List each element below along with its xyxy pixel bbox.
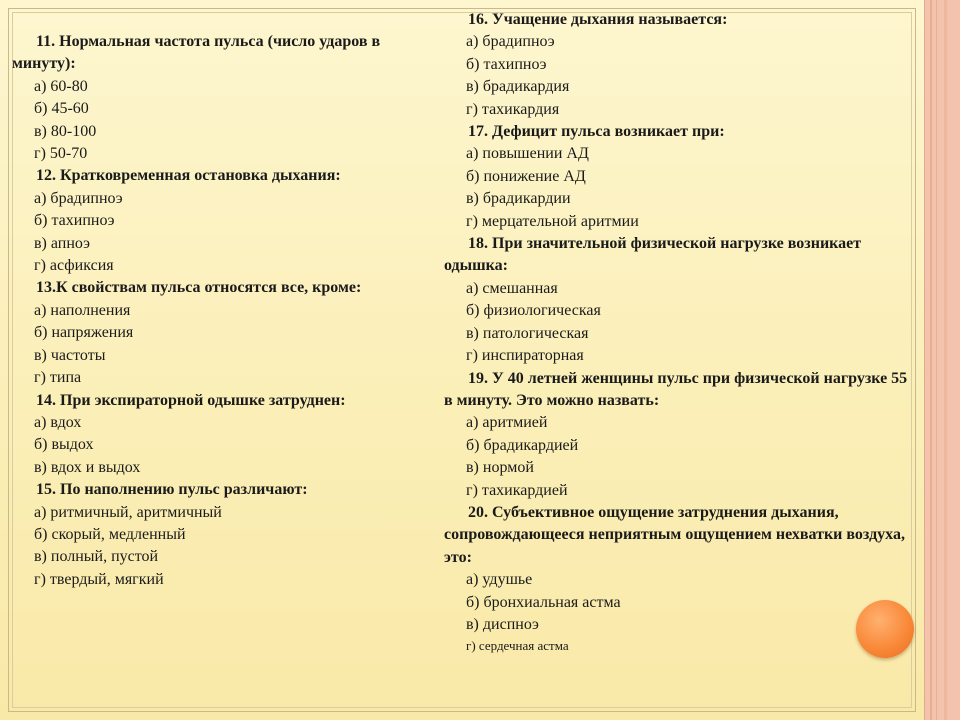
- question-15: 15. По наполнению пульс различают:: [36, 481, 308, 499]
- answer-18a: а) смешанная: [466, 279, 558, 297]
- right-question-column: [444, 9, 914, 656]
- answer-18b: б) физиологическая: [466, 302, 601, 320]
- answer-16c: в) брадикардия: [466, 78, 570, 96]
- answer-13c: в) частоты: [34, 346, 106, 364]
- question-13: 13.К свойствам пульса относятся все, кроме:: [36, 279, 362, 297]
- answer-11b: б) 45-60: [34, 100, 89, 118]
- answer-20d: г) сердечная астма: [466, 638, 569, 654]
- question-12: 12. Кратковременная остановка дыхания:: [36, 167, 341, 185]
- answer-17c: в) брадикардии: [466, 190, 571, 208]
- answer-19d: г) тахикардией: [466, 481, 568, 499]
- answer-14b: б) выдох: [34, 436, 94, 454]
- answer-13d: г) типа: [34, 369, 82, 387]
- answer-18c: в) патологическая: [466, 324, 589, 342]
- answer-19b: б) брадикардией: [466, 436, 579, 454]
- answer-15d: г) твердый, мягкий: [34, 570, 164, 588]
- answer-15c: в) полный, пустой: [34, 548, 159, 566]
- answer-17d: г) мерцательной аритмии: [466, 212, 639, 230]
- side-decor-stripe: [936, 0, 937, 720]
- question-18: 18. При значительной физической нагрузке возникает одышка:: [444, 235, 862, 275]
- answer-16d: г) тахикардия: [466, 100, 560, 118]
- side-decor-stripe: [930, 0, 932, 720]
- answer-14a: а) вдох: [34, 413, 82, 431]
- question-17: 17. Дефицит пульса возникает при:: [468, 123, 725, 141]
- question-14: 14. При экспираторной одышке затруднен:: [36, 391, 346, 409]
- answer-12c: в) апноэ: [34, 234, 90, 252]
- answer-19c: в) нормой: [466, 459, 534, 477]
- answer-20b: б) бронхиальная астма: [466, 593, 621, 611]
- answer-12b: б) тахипноэ: [34, 212, 115, 230]
- answer-11c: в) 80-100: [34, 122, 97, 140]
- answer-12d: г) асфиксия: [34, 257, 114, 275]
- answer-12a: а) брадипноэ: [34, 189, 123, 207]
- answer-20a: а) удушье: [466, 571, 533, 589]
- left-question-column: [12, 31, 444, 591]
- answer-11a: а) 60-80: [34, 77, 88, 95]
- question-19: 19. У 40 летней женщины пульс при физической нагрузке 55 в минуту. Это можно назвать:: [444, 369, 908, 409]
- question-20: 20. Субъективное ощущение затруднения дыхания, сопровождающееся неприятным ощущением нехватки воздуха, это:: [444, 503, 905, 566]
- answer-17a: а) повышении АД: [466, 145, 589, 163]
- side-decor-stripe: [944, 0, 947, 720]
- answer-13a: а) наполнения: [34, 301, 131, 319]
- answer-13b: б) напряжения: [34, 324, 134, 342]
- question-11: 11. Нормальная частота пульса (число ударов в минуту):: [12, 33, 381, 73]
- answer-18d: г) инспираторная: [466, 347, 584, 365]
- answer-16b: б) тахипноэ: [466, 55, 547, 73]
- answer-15b: б) скорый, медленный: [34, 525, 186, 543]
- answer-16a: а) брадипноэ: [466, 33, 555, 51]
- answer-11d: г) 50-70: [34, 145, 88, 163]
- answer-17b: б) понижение АД: [466, 167, 586, 185]
- answer-14c: в) вдох и выдох: [34, 458, 141, 476]
- answer-20c: в) диспноэ: [466, 615, 539, 633]
- question-16: 16. Учащение дыхания называется:: [468, 11, 728, 28]
- answer-19a: а) аритмией: [466, 414, 548, 432]
- answer-15a: а) ритмичный, аритмичный: [34, 503, 222, 521]
